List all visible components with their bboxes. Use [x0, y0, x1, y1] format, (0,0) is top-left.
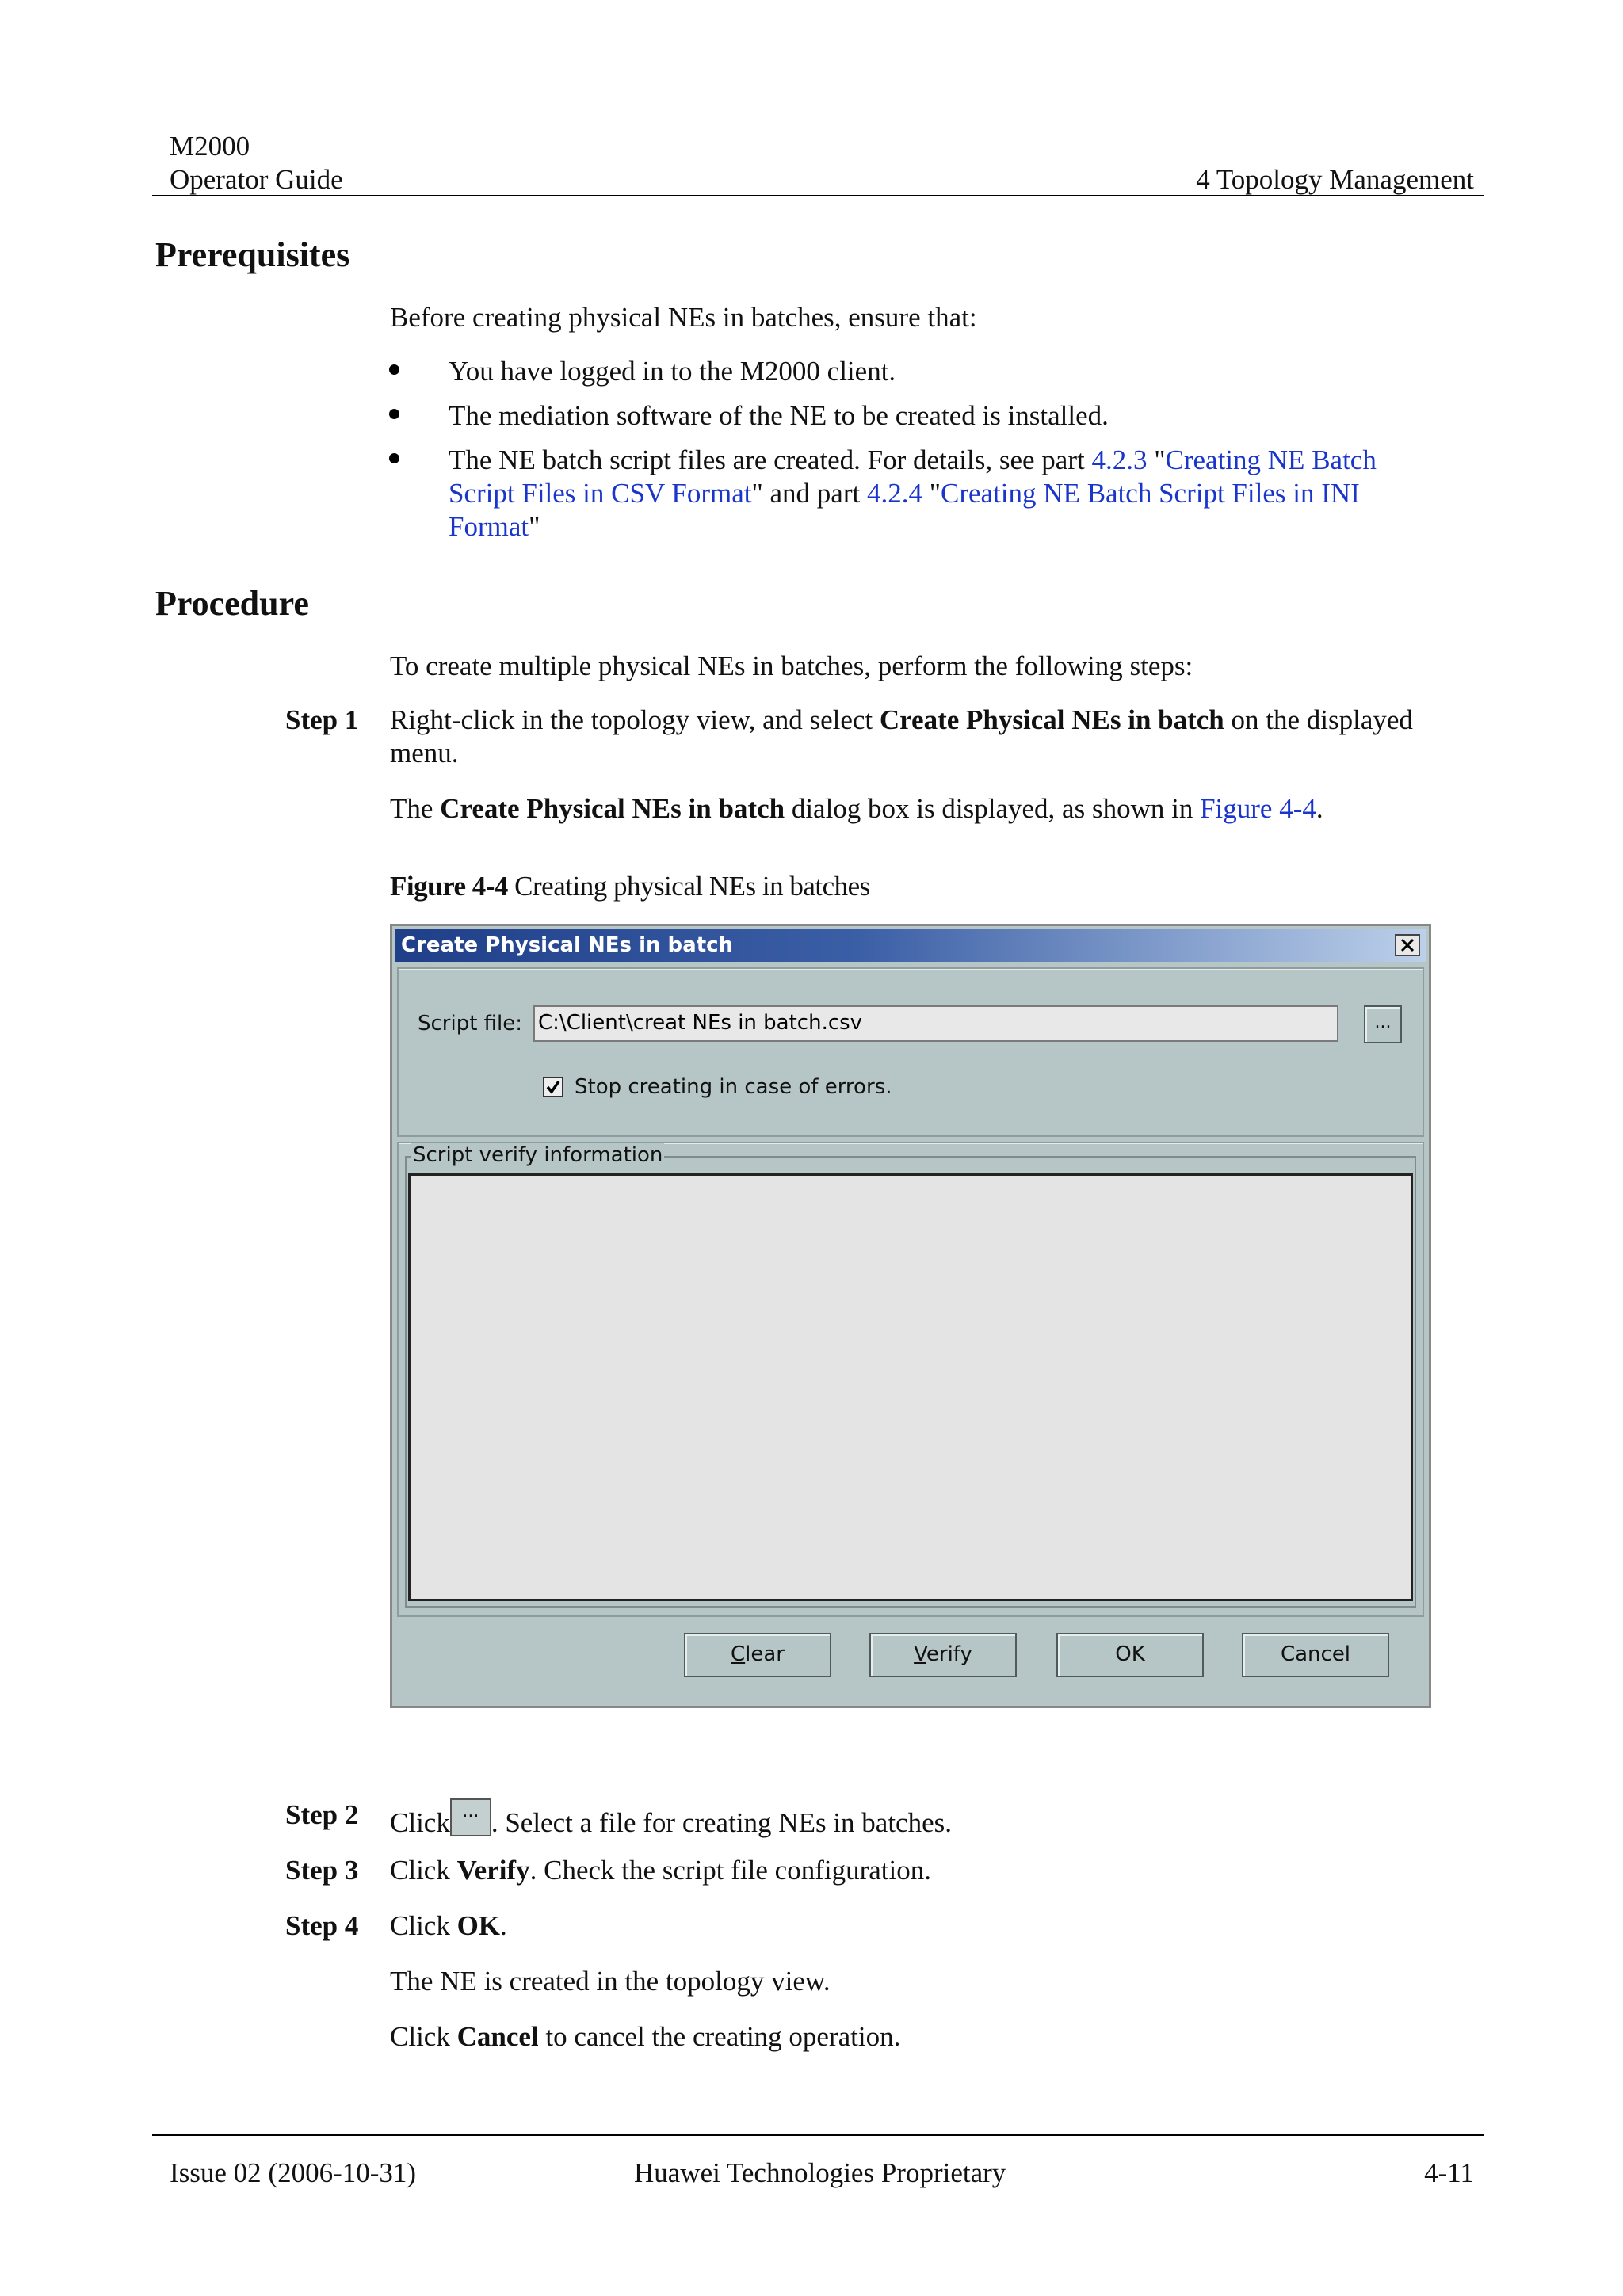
link-section-4-2-4[interactable]: 4.2.4	[866, 478, 922, 509]
text: .	[500, 1910, 507, 1941]
button-name: OK	[456, 1910, 501, 1941]
link-csv-title-cont[interactable]: Script Files in CSV Format	[449, 478, 752, 509]
procedure-intro: To create multiple physical NEs in batches, perform the following steps:	[390, 650, 1193, 681]
step4-result: The NE is created in the topology view.	[390, 1966, 831, 1997]
clear-button[interactable]: Clear	[684, 1633, 831, 1677]
header-doc-title: Operator Guide	[170, 164, 343, 195]
footer-company: Huawei Technologies Proprietary	[634, 2157, 1006, 2188]
link-ini-title-cont[interactable]: Format	[449, 511, 529, 542]
checkmark-icon	[544, 1078, 562, 1096]
step-label: Step 4	[285, 1910, 359, 1941]
text: The	[390, 793, 441, 824]
bullet-icon	[389, 453, 399, 463]
link-csv-title[interactable]: Creating NE Batch	[1165, 444, 1377, 475]
text: dialog box is displayed, as shown in	[785, 793, 1201, 824]
prerequisites-heading: Prerequisites	[155, 235, 350, 274]
browse-button-icon	[450, 1798, 491, 1836]
prerequisites-intro: Before creating physical NEs in batches, ensure that:	[390, 302, 977, 333]
header-rule	[152, 195, 1484, 196]
figure-number: Figure 4-4	[390, 871, 508, 902]
step4-text	[390, 1909, 507, 1943]
text: Right-click in the topology view, and select	[390, 704, 880, 735]
text: Click	[390, 1807, 450, 1838]
dialog-name: Create Physical NEs in batch	[440, 793, 785, 824]
button-name: Verify	[456, 1855, 530, 1886]
step-label: Step 2	[285, 1799, 359, 1830]
prerequisite-item: You have logged in to the M2000 client.	[449, 356, 896, 387]
step2-text	[390, 1798, 952, 1840]
step-label: Step 3	[285, 1855, 359, 1886]
link-section-4-2-3[interactable]: 4.2.3	[1091, 444, 1148, 475]
text: " and part	[751, 478, 867, 509]
text: . Check the script file configuration.	[529, 1855, 931, 1886]
footer-issue: Issue 02 (2006-10-31)	[170, 2157, 417, 2188]
text: .	[1316, 793, 1323, 824]
footer-page-number: 4-11	[1424, 2157, 1474, 2188]
prerequisite-item-cont	[449, 477, 1360, 510]
script-file-input[interactable]: C:\Client\creat NEs in batch.csv	[533, 1005, 1338, 1042]
script-file-panel	[397, 967, 1424, 1137]
browse-ellipsis: ...	[462, 1802, 479, 1821]
button-name: Cancel	[456, 2021, 539, 2052]
step-label: Step 1	[285, 704, 359, 735]
bullet-icon	[389, 409, 399, 419]
prerequisite-item-cont	[449, 510, 540, 543]
ok-button[interactable]: OK	[1056, 1633, 1204, 1677]
prerequisite-item: The mediation software of the NE to be created is installed.	[449, 400, 1109, 431]
cancel-note	[390, 2020, 900, 2054]
verify-info-group-label: Script verify information	[413, 1143, 663, 1167]
figure-caption	[390, 870, 870, 903]
text: Click	[390, 1855, 457, 1886]
text: Click	[390, 2021, 457, 2052]
cancel-button[interactable]: Cancel	[1242, 1633, 1389, 1677]
browse-button[interactable]: ...	[1364, 1005, 1402, 1043]
text: "	[922, 478, 941, 509]
dialog-title: Create Physical NEs in batch	[401, 933, 734, 957]
step3-text	[390, 1854, 931, 1887]
close-button[interactable]	[1395, 934, 1420, 956]
close-icon	[1400, 938, 1415, 952]
text: on the displayed	[1224, 704, 1413, 735]
create-physical-nes-dialog	[390, 924, 1431, 1708]
text: "	[1147, 444, 1166, 475]
step1-result	[390, 792, 1323, 826]
dialog-title-bar	[395, 929, 1426, 962]
step1-text-cont: menu.	[390, 738, 459, 769]
verify-button[interactable]: Verify	[869, 1633, 1017, 1677]
header-chapter: 4 Topology Management	[1196, 164, 1474, 195]
text: The NE batch script files are created. For details, see part	[449, 444, 1092, 475]
verify-info-textarea[interactable]	[408, 1173, 1413, 1601]
bullet-icon	[389, 364, 399, 375]
prerequisite-item	[449, 444, 1377, 477]
procedure-heading: Procedure	[155, 584, 309, 623]
menu-item-name: Create Physical NEs in batch	[879, 704, 1224, 735]
header-product: M2000	[170, 131, 250, 162]
step1-text	[390, 704, 1413, 737]
footer-rule	[152, 2134, 1484, 2136]
figure-title: Creating physical NEs in batches	[507, 871, 870, 902]
link-ini-title[interactable]: Creating NE Batch Script Files in INI	[941, 478, 1360, 509]
text: . Select a file for creating NEs in batches.	[491, 1807, 952, 1838]
script-file-label: Script file:	[418, 1012, 523, 1035]
text: "	[529, 511, 540, 542]
text: to cancel the creating operation.	[538, 2021, 901, 2052]
stop-on-error-checkbox[interactable]	[543, 1077, 563, 1097]
link-figure-4-4[interactable]: Figure 4-4	[1200, 793, 1316, 824]
stop-on-error-label: Stop creating in case of errors.	[575, 1075, 892, 1099]
text: Click	[390, 1910, 457, 1941]
